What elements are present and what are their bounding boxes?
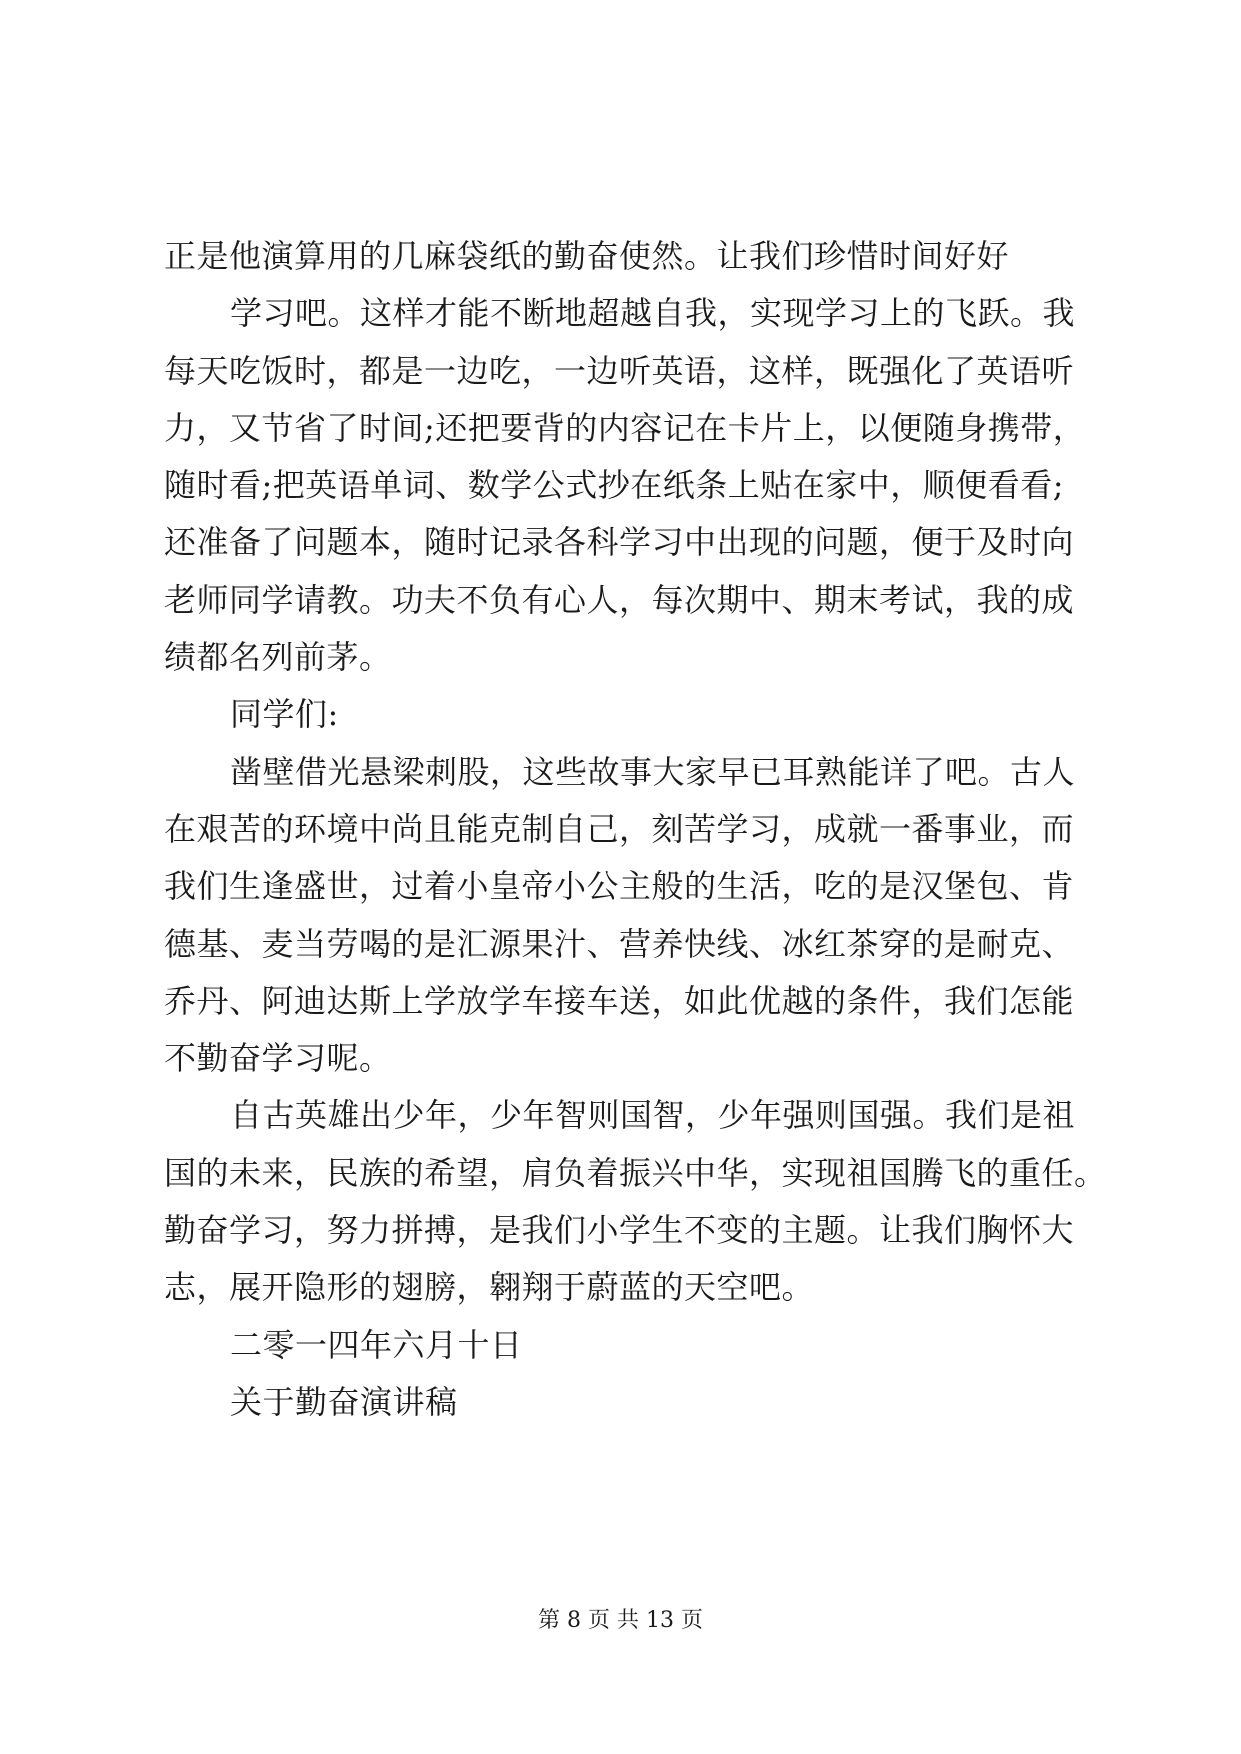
text-line: 学习吧。这样才能不断地超越自我，实现学习上的飞跃。我 [230,294,1076,333]
text-line: 还准备了问题本，随时记录各科学习中出现的问题，便于及时向 [164,523,1075,562]
text-line: 二零一四年六月十日 [230,1325,523,1364]
page-footer: 第 8 页 共 13 页 [538,1608,703,1633]
text-line: 老师同学请教。功夫不负有心人，每次期中、期末考试，我的成 [164,580,1075,619]
text-line: 乔丹、阿迪达斯上学放学车接车送，如此优越的条件，我们怎能 [164,981,1075,1020]
text-line: 德基、麦当劳喝的是汇源果汁、营养快线、冰红茶穿的是耐克、 [164,924,1075,963]
text-line: 我们生逢盛世，过着小皇帝小公主般的生活，吃的是汉堡包、肯 [164,867,1075,906]
text-line: 国的未来，民族的希望，肩负着振兴中华，实现祖国腾飞的重任。 [164,1153,1107,1192]
text-line: 关于勤奋演讲稿 [230,1382,458,1421]
text-line: 自古英雄出少年，少年智则国智，少年强则国强。我们是祖 [230,1096,1076,1135]
text-line: 同学们: [230,695,339,734]
text-line: 正是他演算用的几麻袋纸的勤奋使然。让我们珍惜时间好好 [164,237,1010,275]
document-body [164,228,1107,1431]
text-line: 力，又节省了时间;还把要背的内容记在卡片上，以便随身携带， [164,408,1086,447]
text-line: 随时看;把英语单词、数学公式抄在纸条上贴在家中，顺便看看; [164,466,1065,505]
text-line: 凿壁借光悬梁刺股，这些故事大家早已耳熟能详了吧。古人 [230,752,1076,791]
text-line: 每天吃饭时，都是一边吃，一边听英语，这样，既强化了英语听 [164,351,1075,390]
text-line: 勤奋学习，努力拼搏，是我们小学生不变的主题。让我们胸怀大 [164,1211,1075,1250]
text-line: 在艰苦的环境中尚且能克制自己，刻苦学习，成就一番事业，而 [164,809,1075,848]
text-line: 志，展开隐形的翅膀，翱翔于蔚蓝的天空吧。 [164,1268,815,1307]
text-line: 绩都名列前茅。 [164,638,392,677]
text-line: 不勤奋学习呢。 [164,1039,392,1078]
